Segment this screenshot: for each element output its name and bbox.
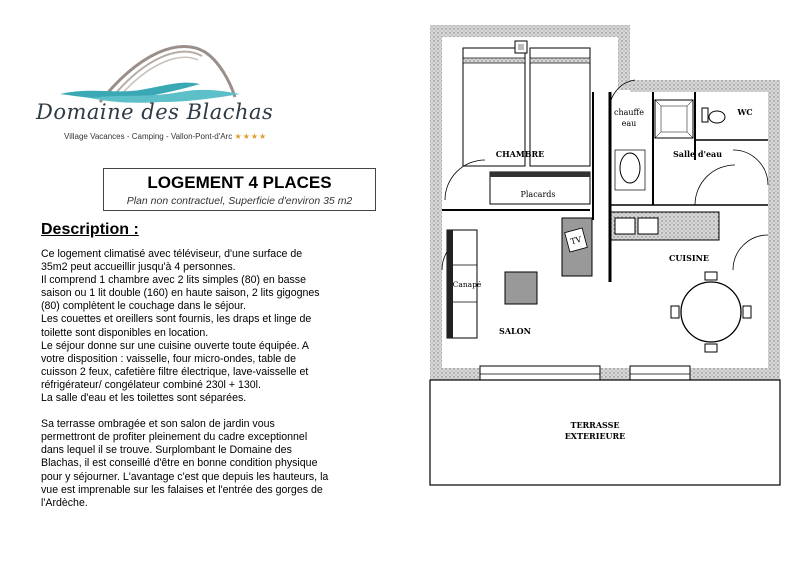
desc-line: votre disposition : vaisselle, four micro-ondes, table de — [41, 352, 296, 365]
tagline-text: Village Vacances - Camping - Vallon-Pont-d'Arc — [64, 132, 233, 141]
wall-north — [430, 25, 630, 37]
label-chambre: CHAMBRE — [495, 149, 545, 159]
desc-line: Sa terrasse ombragée et son salon de jardin vous — [41, 418, 275, 431]
placards-rail — [490, 172, 590, 177]
desc-line: Il comprend 1 chambre avec 2 lits simples (80) en basse — [41, 274, 306, 287]
page-subtitle: Plan non contractuel, Superficie d'environ 35 m2 — [126, 195, 353, 207]
wall-west — [430, 25, 442, 380]
wall-north-east — [630, 80, 780, 92]
desc-line: Le séjour donne sur une cuisine ouverte toute équipée. A — [41, 339, 309, 352]
desc-line: cuisson 2 feux, cafetière filtre électrique, lave-vaisselle et — [41, 365, 309, 378]
desc-line: saison ou 1 lit double (160) en haute saison, 2 lits gigognes — [41, 287, 320, 300]
door-arc-cuisine — [733, 235, 768, 270]
label-placards: Placards — [520, 190, 556, 199]
floor-plan — [425, 20, 785, 490]
desc-line: permettront de profiter pleinement du cadre exceptionnel — [41, 431, 308, 444]
paragraph-gap — [41, 405, 361, 418]
desc-line: pour y séjourner. L'avantage c'est que depuis les hauteurs, la — [41, 470, 329, 483]
label-eau: eau — [621, 119, 637, 128]
door-arc-wc — [733, 150, 768, 185]
desc-line: Ce logement climatisé avec téléviseur, d'une surface de — [41, 248, 303, 260]
desc-line: dans lequel il se trouve. Surplombant le Domaine des — [41, 444, 292, 457]
desc-line: La salle d'eau et les toilettes sont séparées. — [41, 392, 247, 405]
desc-line: réfrigérateur/ congélateur combiné 230l + 130l. — [41, 378, 261, 391]
floor-plan-drawing — [425, 20, 785, 490]
title-box — [103, 168, 376, 211]
description-heading: Description : — [41, 221, 139, 238]
chair-right — [743, 306, 751, 318]
desc-line: Blachas, il est conseillé d'être en bonne condition physique — [41, 457, 318, 470]
label-wc: WC — [737, 107, 753, 117]
label-cuisine: CUISINE — [668, 253, 710, 263]
lamp — [518, 44, 524, 50]
label-tv: TV — [569, 234, 583, 247]
desc-line: toilette sont disponibles en location. — [41, 326, 209, 339]
desc-line: Les couettes et oreillers sont fournis, les draps et linge de — [41, 313, 312, 326]
kitchen-sink — [615, 218, 635, 234]
desc-line: 35m2 peut accueillir jusqu'à 4 personnes. — [41, 261, 236, 274]
page-title: LOGEMENT 4 PLACES — [147, 173, 332, 192]
brand-name: Domaine des Blachas — [36, 100, 274, 124]
chair-left — [671, 306, 679, 318]
logo-tagline — [64, 132, 267, 141]
kitchen-sink-2 — [638, 218, 658, 234]
desc-line: vue est imprenable sur les falaises et l'entrée des gorges de — [41, 483, 323, 496]
sink — [620, 153, 640, 183]
pillow-right — [530, 58, 590, 63]
wall-step — [618, 25, 630, 90]
label-terrasse: TERRASSE — [570, 420, 620, 430]
door-arc-salle-eau — [695, 165, 735, 205]
label-salon: SALON — [499, 326, 531, 336]
wall-east — [768, 80, 780, 380]
coffee-table — [505, 272, 537, 304]
label-canape: Canapé — [452, 280, 482, 289]
description-text — [41, 248, 361, 510]
chair-bottom — [705, 344, 717, 352]
label-exterieure: EXTERIEURE — [564, 431, 626, 441]
desc-line: (80) complètent le couchage dans le séjour. — [41, 300, 246, 313]
toilet-bowl — [709, 111, 725, 123]
label-salle-eau: Salle d'eau — [673, 149, 723, 159]
label-chauffe: chauffe — [614, 108, 644, 117]
desc-line: l'Ardèche. — [41, 496, 88, 509]
chair-top — [705, 272, 717, 280]
toilet-tank — [702, 108, 708, 122]
pillow-left — [463, 58, 525, 63]
dining-table — [681, 282, 741, 342]
rating-stars: ★★★★ — [234, 132, 268, 141]
